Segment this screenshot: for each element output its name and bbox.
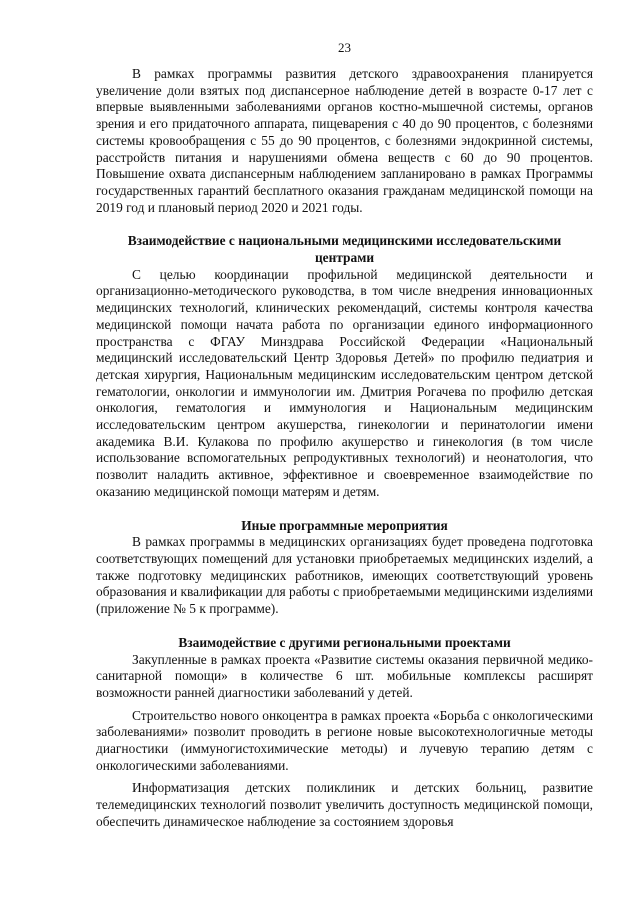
- other-activities-paragraph: В рамках программы в медицинских организациях будет проведена подготовка соответствующих помещений для установки приобретаемых медицинских изделий, а также подготовку медицинских работников, имеющих соответствующий уровень образования и квалификации для работы с приобретаемыми медицинскими изделиями (приложение № 5 к программе).: [96, 534, 593, 617]
- regional-projects-paragraph-1: Закупленные в рамках проекта «Развитие системы оказания первичной медико-санитарной помощи» в количестве 6 шт. мобильные комплексы расширят возможности ранней диагностики заболеваний у детей.: [96, 651, 593, 700]
- section-heading-regional-projects: Взаимодействие с другими региональными проектами: [178, 634, 511, 650]
- regional-projects-paragraph-2: Строительство нового онкоцентра в рамках проекта «Борьба с онкологическими заболеваниями» позволит проводить в регионе новые высокотехнологичные методы диагностики (иммуногистохимические методы) и лучевую терапию детям с онкологическими заболеваниями.: [96, 707, 593, 773]
- section-heading-national-centers: Взаимодействие с национальными медицинскими исследовательскими центрами: [127, 233, 562, 266]
- section-heading-other-activities: Иные программные мероприятия: [241, 517, 448, 533]
- intro-paragraph: В рамках программы развития детского здравоохранения планируется увеличение доли взятых под диспансерное наблюдение детей в возрасте 0-17 лет с впервые выявленными заболеваниями органов костно-мышечной системы, органов зрения и его придаточного аппарата, пищеварения с 40 до 90 процентов, с болезнями системы кровообращения с 55 до 90 процентов, с болезнями эндокринной системы, расстройств питания и нарушениями обмена веществ с 60 до 90 процентов. Повышение охвата диспансерным наблюдением запланировано в рамках Программы государственных гарантий бесплатного оказания гражданам медицинской помощи на 2019 год и плановый период 2020 и 2021 годы.: [96, 66, 593, 215]
- national-centers-paragraph: С целью координации профильной медицинской деятельности и организационно-методического руководства, в том числе внедрения инновационных медицинских технологий, клинических рекомендаций, системы контроля качества медицинской помощи начата работа по организации единого информационного пространства с ФГАУ Минздрава Российской Федерации «Национальный медицинский исследовательский Центр Здоровья Детей» по профилю педиатрия и детская хирургия, Национальным медицинским исследовательским центром детской гематологии, онкологии и иммунологии им. Дмитрия Рогачева по профилю детская онкология, гематология и иммунология и Национальным медицинским исследовательским центром акушерства, гинекологии и перинатологии имени академика В.И. Кулакова по профилю акушерство и гинекология (в том числе использование вспомогательных репродуктивных технологий) и неонатология, что позволит наладить активное, эффективное и своевременное взаимодействие по оказанию медицинской помощи матерям и детям.: [96, 266, 593, 499]
- page-number: 23: [338, 40, 351, 55]
- document-body: [96, 66, 593, 831]
- regional-projects-paragraph-3: Информатизация детских поликлиник и детских больниц, развитие телемедицинских технологий позволит увеличить доступность медицинской помощи, обеспечить динамическое наблюдение за состоянием здоровья: [96, 780, 593, 829]
